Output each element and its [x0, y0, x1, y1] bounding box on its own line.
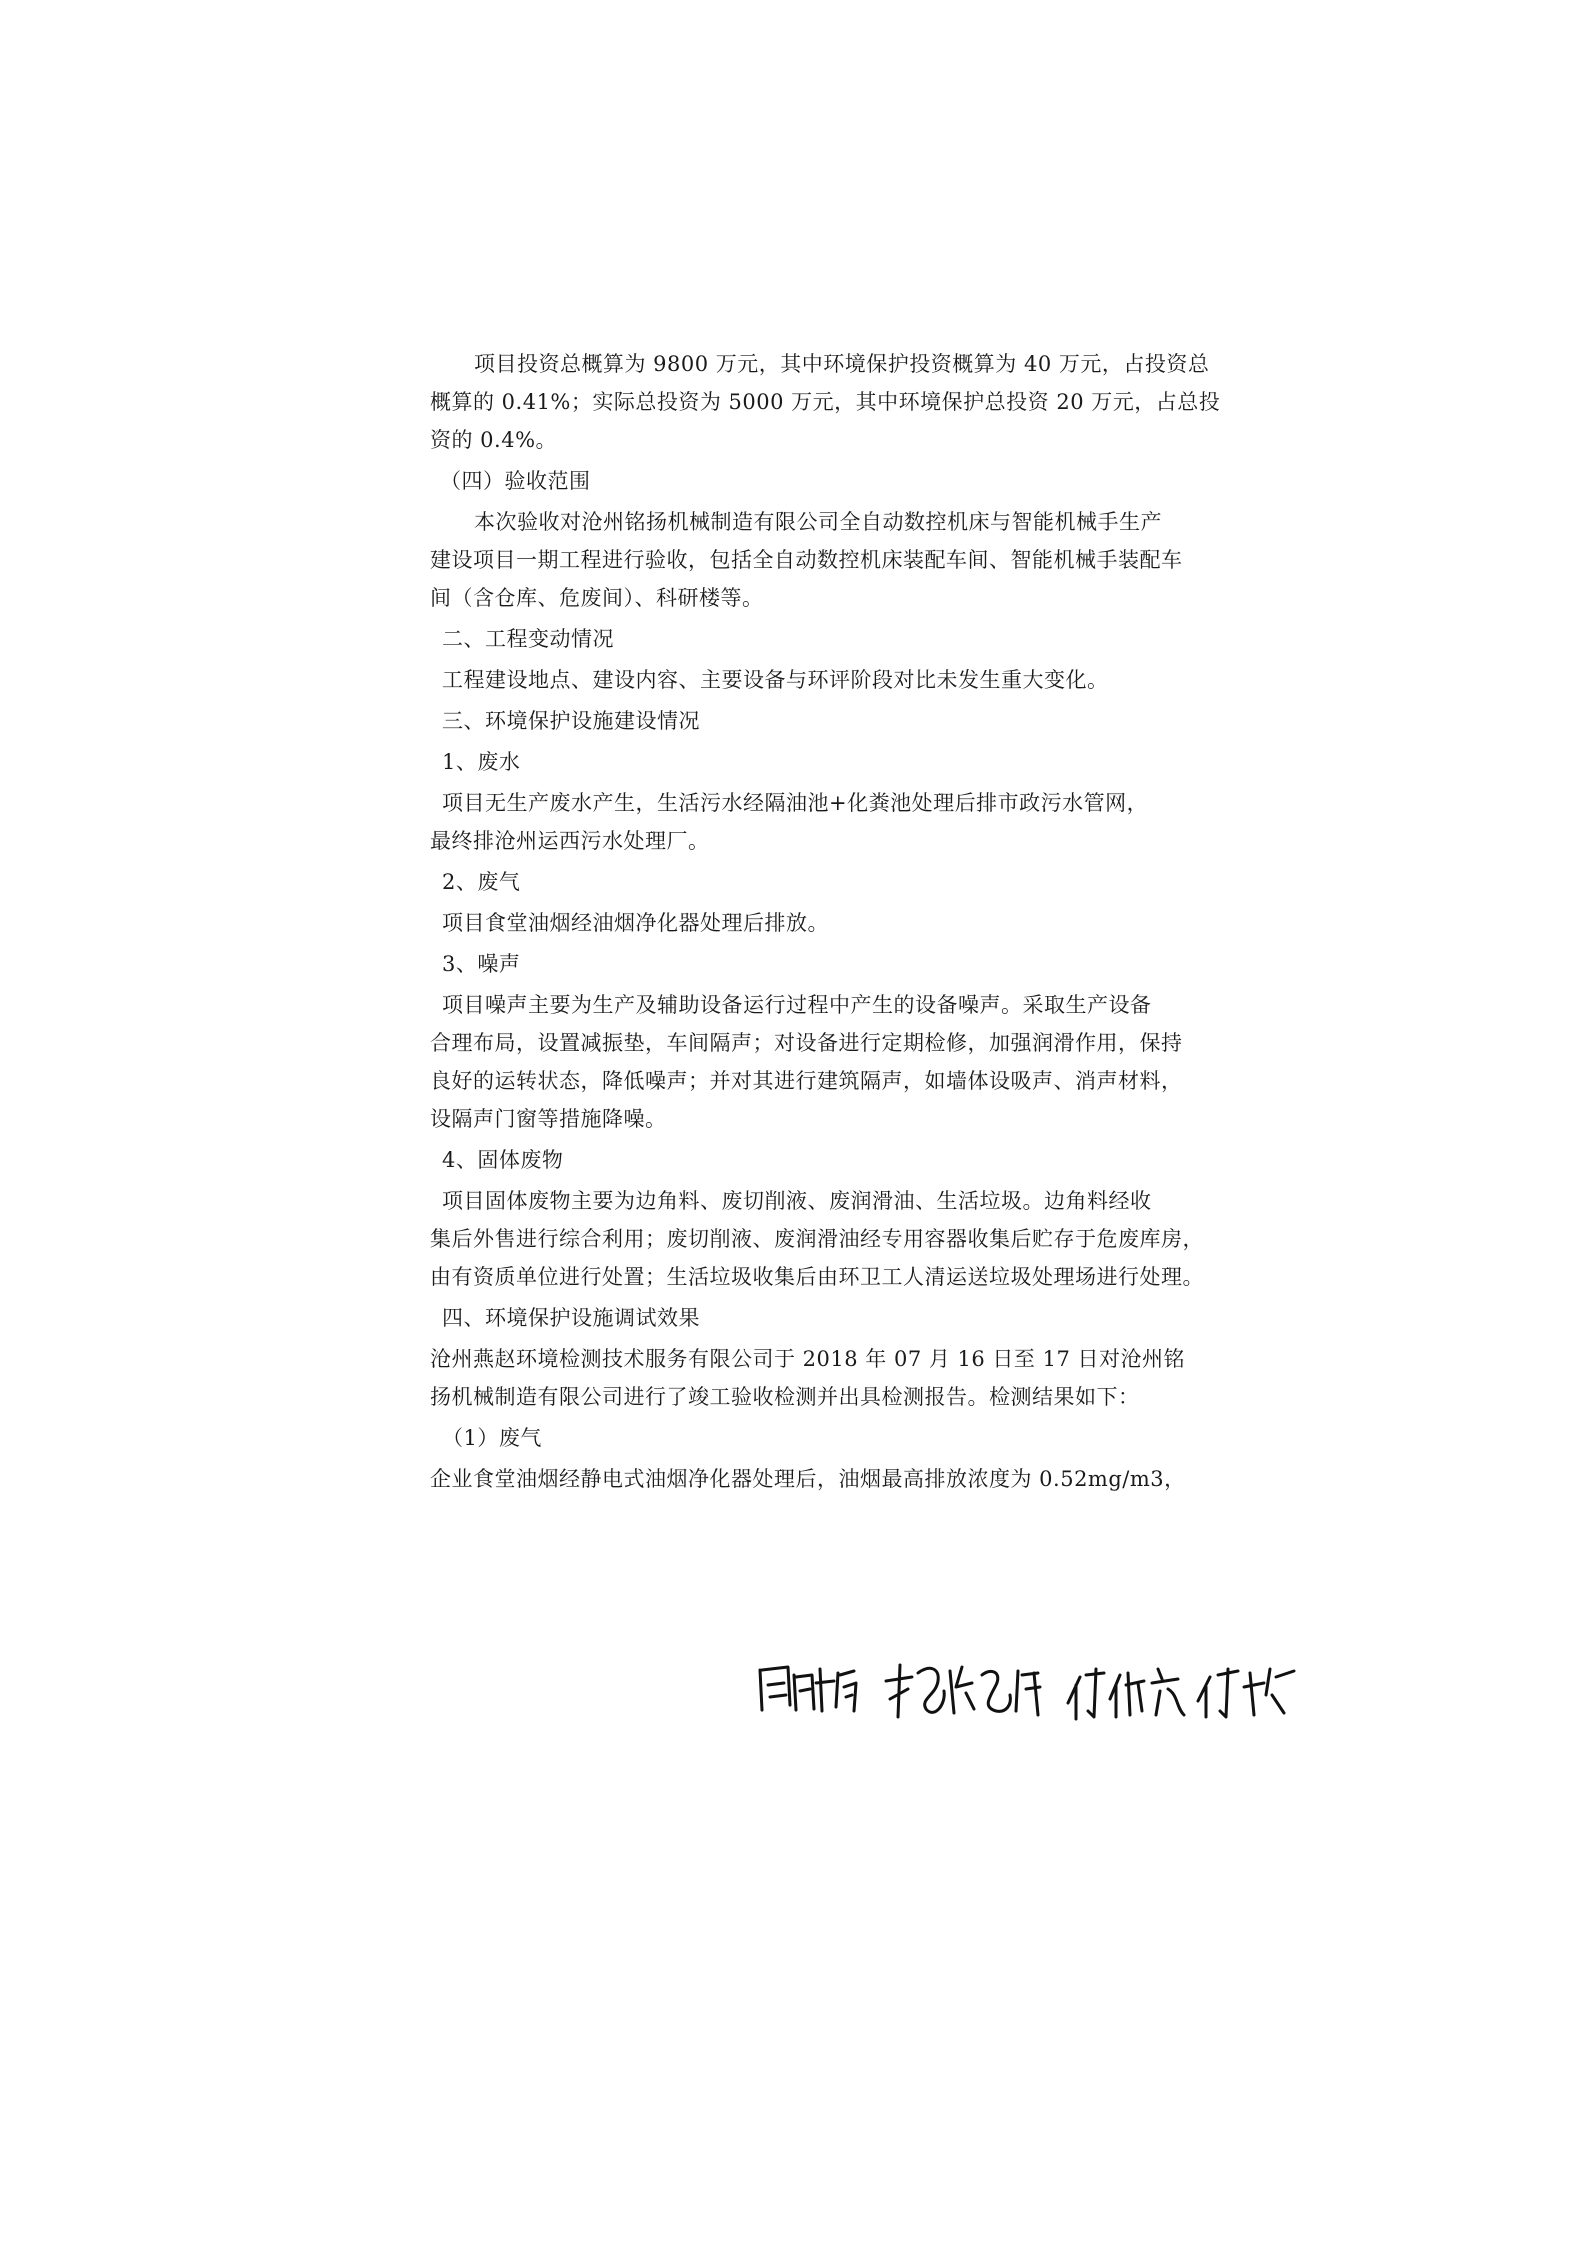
paragraph-line: 本次验收对沧州铭扬机械制造有限公司全自动数控机床与智能机械手生产	[474, 510, 1162, 534]
paragraph-line: 项目无生产废水产生，生活污水经隔油池+化粪池处理后排市政污水管网，	[442, 791, 1149, 815]
handwritten-signatures-icon	[750, 1625, 1310, 1735]
paragraph-line: 企业食堂油烟经静电式油烟净化器处理后，油烟最高排放浓度为 0.52mg/m3，	[430, 1467, 1186, 1491]
paragraph-line: 工程建设地点、建设内容、主要设备与环评阶段对比未发生重大变化。	[442, 668, 1109, 692]
subsection-heading: 2、废气	[442, 870, 521, 894]
paragraph-line: 项目固体废物主要为边角料、废切削液、废润滑油、生活垃圾。边角料经收	[442, 1189, 1152, 1213]
paragraph-line: 项目噪声主要为生产及辅助设备运行过程中产生的设备噪声。采取生产设备	[442, 993, 1152, 1017]
paragraph-line: 项目食堂油烟经油烟净化器处理后排放。	[442, 911, 829, 935]
subsection-heading: 4、固体废物	[442, 1148, 564, 1172]
paragraph-line: 扬机械制造有限公司进行了竣工验收检测并出具检测报告。检测结果如下：	[430, 1385, 1140, 1409]
subsection-heading: 3、噪声	[442, 952, 521, 976]
paragraph-line: 合理布局，设置减振垫，车间隔声；对设备进行定期检修，加强润滑作用，保持	[430, 1031, 1183, 1055]
paragraph-line: 最终排沧州运西污水处理厂。	[430, 829, 710, 853]
subsection-heading: 1、废水	[442, 750, 521, 774]
section-heading: 三、环境保护设施建设情况	[442, 709, 700, 733]
paragraph-line: 设隔声门窗等措施降噪。	[430, 1107, 667, 1131]
section-heading: 四、环境保护设施调试效果	[442, 1306, 700, 1330]
paragraph-line: 项目投资总概算为 9800 万元，其中环境保护投资概算为 40 万元，占投资总	[474, 352, 1210, 376]
paragraph-line: 由有资质单位进行处置；生活垃圾收集后由环卫工人清运送垃圾处理场进行处理。	[430, 1265, 1204, 1289]
paragraph-line: 集后外售进行综合利用；废切削液、废润滑油经专用容器收集后贮存于危废库房，	[430, 1227, 1204, 1251]
subsection-heading: （1）废气	[442, 1426, 542, 1450]
paragraph-line: 良好的运转状态，降低噪声；并对其进行建筑隔声，如墙体设吸声、消声材料，	[430, 1069, 1183, 1093]
paragraph-line: 概算的 0.41%；实际总投资为 5000 万元，其中环境保护总投资 20 万元，占总投	[430, 390, 1221, 414]
section-heading: （四）验收范围	[440, 469, 591, 493]
paragraph-line: 资的 0.4%。	[430, 428, 558, 452]
paragraph-line: 建设项目一期工程进行验收，包括全自动数控机床装配车间、智能机械手装配车	[430, 548, 1183, 572]
paragraph-line: 间（含仓库、危废间）、科研楼等。	[430, 586, 764, 610]
section-heading: 二、工程变动情况	[442, 627, 614, 651]
paragraph-line: 沧州燕赵环境检测技术服务有限公司于 2018 年 07 月 16 日至 17 日对沧州铭	[430, 1347, 1186, 1371]
document-body	[430, 345, 1221, 1498]
